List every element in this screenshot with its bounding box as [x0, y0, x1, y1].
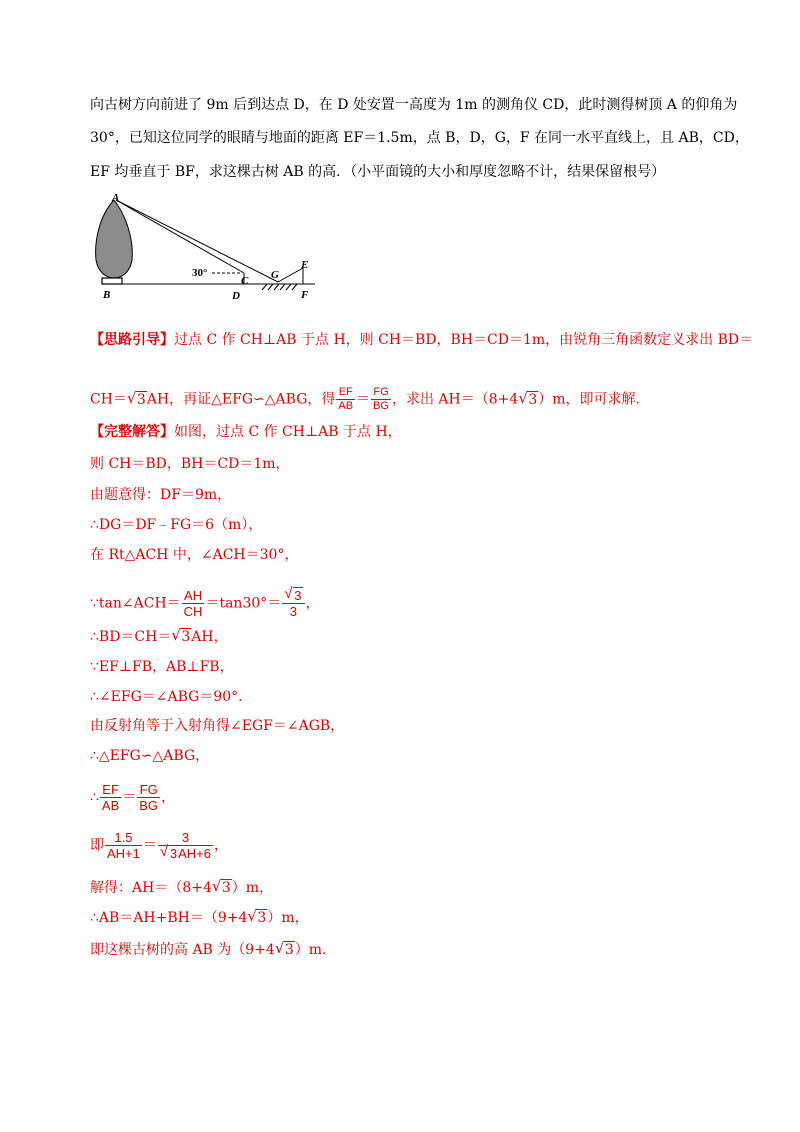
- sqrt-symbol: √ 3: [275, 940, 295, 960]
- problem-line-2: 30°，已知这位同学的眼睛与地面的距离 EF＝1.5m，点 B，D，G，F 在同一水平直线上，且 AB，CD，: [90, 130, 749, 146]
- problem-line-3: EF 均垂直于 BF，求这棵古树 AB 的高．（小平面镜的大小和厚度忽略不计，结果保留根号）: [90, 164, 666, 180]
- hint-text-2b: AH，再证△EFG∽△ABG，得: [146, 391, 336, 408]
- text: ）m，: [267, 910, 309, 926]
- solution-line-9: ∴∠EFG＝∠ABG＝90°.: [90, 689, 243, 705]
- solution-line-3: 由题意得：DF＝9m，: [90, 487, 232, 503]
- fraction-fg-bg: $\frac{FG}{BG}$: [373, 386, 389, 412]
- text: 解得：AH＝（8+4: [90, 880, 212, 896]
- text: ＝tan30°＝: [205, 595, 282, 612]
- fraction-3-root3ah6: 3 √ 3AH+6: [158, 830, 213, 861]
- tree-base: [102, 278, 122, 284]
- label-angle: 30°: [192, 267, 208, 279]
- solution-line-16: [90, 940, 327, 960]
- text: ∴BD＝CH＝: [90, 629, 172, 645]
- hint-tag: 【思路引导】: [90, 332, 174, 348]
- text: AH，: [191, 629, 228, 645]
- line-g-to-e: [278, 268, 303, 282]
- text: ∵tan∠ACH＝: [90, 595, 181, 612]
- text: 即这棵古树的高 AB 为（9+4: [90, 942, 275, 958]
- solution-line-2: 则 CH＝BD，BH＝CD＝1m，: [90, 456, 290, 472]
- geometry-figure: [90, 190, 330, 305]
- fraction-root3-3: √ $\frac{3}{3}$: [282, 588, 304, 619]
- solution-line-5: 在 Rt△ACH 中，∠ACH＝30°，: [90, 547, 299, 563]
- sqrt-symbol: √ 3: [212, 878, 232, 898]
- solution-line-11: ∴△EFG∽△ABG，: [90, 748, 210, 764]
- solution-line-14: [90, 878, 273, 898]
- text: ，: [161, 789, 176, 806]
- problem-line-1: 向古树方向前进了 9m 后到达点 D，在 D 处安置一高度为 1m 的测角仪 CD，此时测得树顶 A 的仰角为: [90, 97, 738, 113]
- label-c: C: [241, 275, 249, 287]
- hint-text-2d: ）m，即可求解.: [538, 391, 640, 408]
- solution-line-7: [90, 627, 228, 647]
- fraction-ef-ab: $\frac{EF}{AB}$: [101, 782, 120, 813]
- label-f: F: [301, 289, 309, 301]
- solution-line-1: [90, 422, 402, 442]
- label-g: G: [271, 269, 279, 281]
- text: 即: [90, 837, 104, 854]
- text: ＝: [122, 789, 137, 806]
- text: ∴AB＝AH+BH＝（9+4: [90, 910, 248, 926]
- sqrt-symbol: √ 3: [518, 390, 538, 410]
- text: ＝: [142, 837, 157, 854]
- equals-sign: ＝: [356, 391, 371, 408]
- sqrt-symbol: √ 3: [127, 390, 147, 410]
- text: ）m.: [294, 942, 327, 958]
- text: ）m，: [231, 880, 274, 896]
- solution-line-8: ∵EF⊥FB，AB⊥FB，: [90, 659, 234, 675]
- text: ，: [305, 595, 320, 612]
- solution-tag: 【完整解答】: [90, 424, 174, 440]
- sqrt-symbol: √ 3: [171, 627, 191, 647]
- fraction-ef-ab: $\frac{EF}{AB}$: [338, 386, 354, 412]
- text: ，: [214, 837, 229, 854]
- line-a-to-c: [116, 200, 244, 273]
- sqrt-symbol: √ 3: [247, 908, 267, 928]
- hint-text-2c: ，求出 AH＝（8+4: [391, 391, 519, 408]
- label-b: B: [103, 289, 111, 301]
- solution-line-12: [90, 782, 175, 813]
- label-d: D: [232, 290, 240, 302]
- tree-crown: [96, 200, 133, 278]
- solution-line-15: [90, 908, 309, 928]
- fraction-15-ah1: $\frac{1.5}{AH+1}$: [107, 830, 140, 861]
- hint-text-1: 过点 C 作 CH⊥AB 于点 H，则 CH＝BD，BH＝CD＝1m，由锐角三角函数定义求出 BD＝: [174, 332, 754, 348]
- label-a: A: [112, 192, 120, 204]
- hint-text-2a: CH＝: [90, 391, 127, 408]
- hint-line-2: [90, 386, 640, 413]
- solution-text-1: 如图，过点 C 作 CH⊥AB 于点 H，: [174, 424, 402, 440]
- solution-line-13: [90, 830, 228, 861]
- text: ∴: [90, 789, 99, 806]
- label-e: E: [301, 259, 309, 271]
- fraction-fg-bg: $\frac{FG}{BG}$: [139, 782, 159, 813]
- fraction-ah-ch: $\frac{AH}{CH}$: [183, 588, 203, 619]
- solution-line-6: [90, 588, 320, 619]
- mirror-hatch: [262, 284, 297, 290]
- solution-line-4: ∴DG＝DF﹣FG＝6（m），: [90, 517, 263, 533]
- hint-line-1: [90, 330, 753, 350]
- solution-line-10: 由反射角等于入射角得∠EGF＝∠AGB，: [90, 718, 345, 734]
